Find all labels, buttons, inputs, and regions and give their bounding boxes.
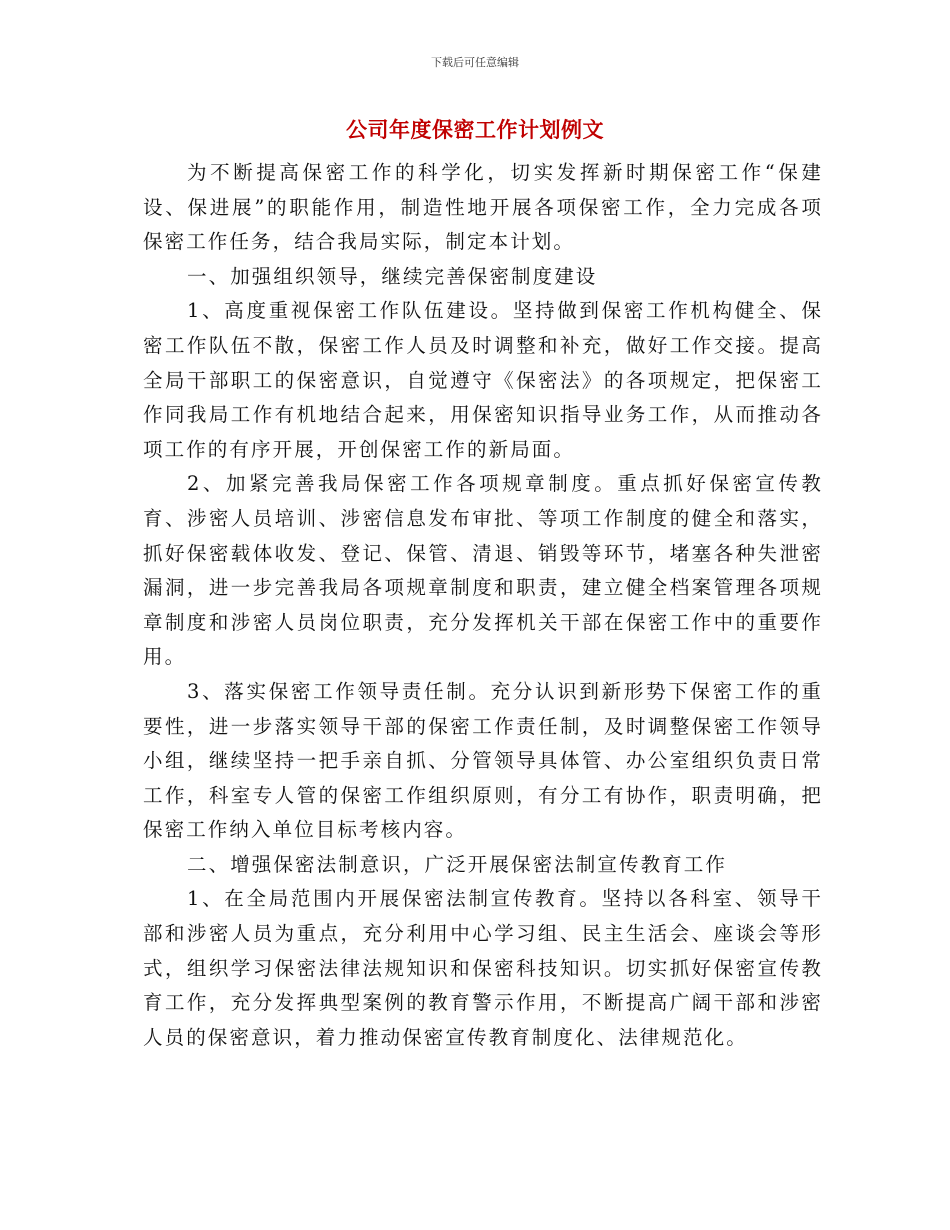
intro-paragraph: 为不断提高保密工作的科学化，切实发挥新时期保密工作“保建设、保进展”的职能作用，制造性地开展各项保密工作，全力完成各项保密工作任务，结合我局实际，制定本计划。	[143, 161, 823, 254]
section-1-item-1: 1、高度重视保密工作队伍建设。坚持做到保密工作机构健全、保密工作队伍不散，保密工作人员及时调整和补充，做好工作交接。提高全局干部职工的保密意识，自觉遵守《保密法》的各项规定，把保密工作同我局工作有机地结合起来，用保密知识指导业务工作，从而推动各项工作的有序开展，开创保密工作的新局面。	[143, 299, 823, 461]
section-1-item-3: 3、落实保密工作领导责任制。充分认识到新形势下保密工作的重要性，进一步落实领导干部的保密工作责任制，及时调整保密工作领导小组，继续坚持一把手亲自抓、分管领导具体管、办公室组织负责日常工作，科室专人管的保密工作组织原则，有分工有协作，职责明确，把保密工作纳入单位目标考核内容。	[143, 679, 823, 842]
document-body	[143, 156, 823, 1055]
page-header-note: 下载后可任意编辑	[431, 56, 519, 69]
section-1-item-2: 2、加紧完善我局保密工作各项规章制度。重点抓好保密宣传教育、涉密人员培训、涉密信息发布审批、等项工作制度的健全和落实，抓好保密载体收发、登记、保管、清退、销毁等环节，堵塞各种失泄密漏洞，进一步完善我局各项规章制度和职责，建立健全档案管理各项规章制度和涉密人员岗位职责，充分发挥机关干部在保密工作中的重要作用。	[143, 472, 823, 669]
section-heading-1: 一、加强组织领导，继续完善保密制度建设	[187, 264, 598, 288]
section-heading-2: 二、增强保密法制意识，广泛开展保密法制宣传教育工作	[187, 852, 728, 876]
document-title: 公司年度保密工作计划例文	[346, 117, 604, 142]
section-2-item-1: 1、在全局范围内开展保密法制宣传教育。坚持以各科室、领导干部和涉密人员为重点，充分利用中心学习组、民主生活会、座谈会等形式，组织学习保密法律法规知识和保密科技知识。切实抓好保密宣传教育工作，充分发挥典型案例的教育警示作用，不断提高广阔干部和涉密人员的保密意识，着力推动保密宣传教育制度化、法律规范化。	[143, 887, 823, 1049]
